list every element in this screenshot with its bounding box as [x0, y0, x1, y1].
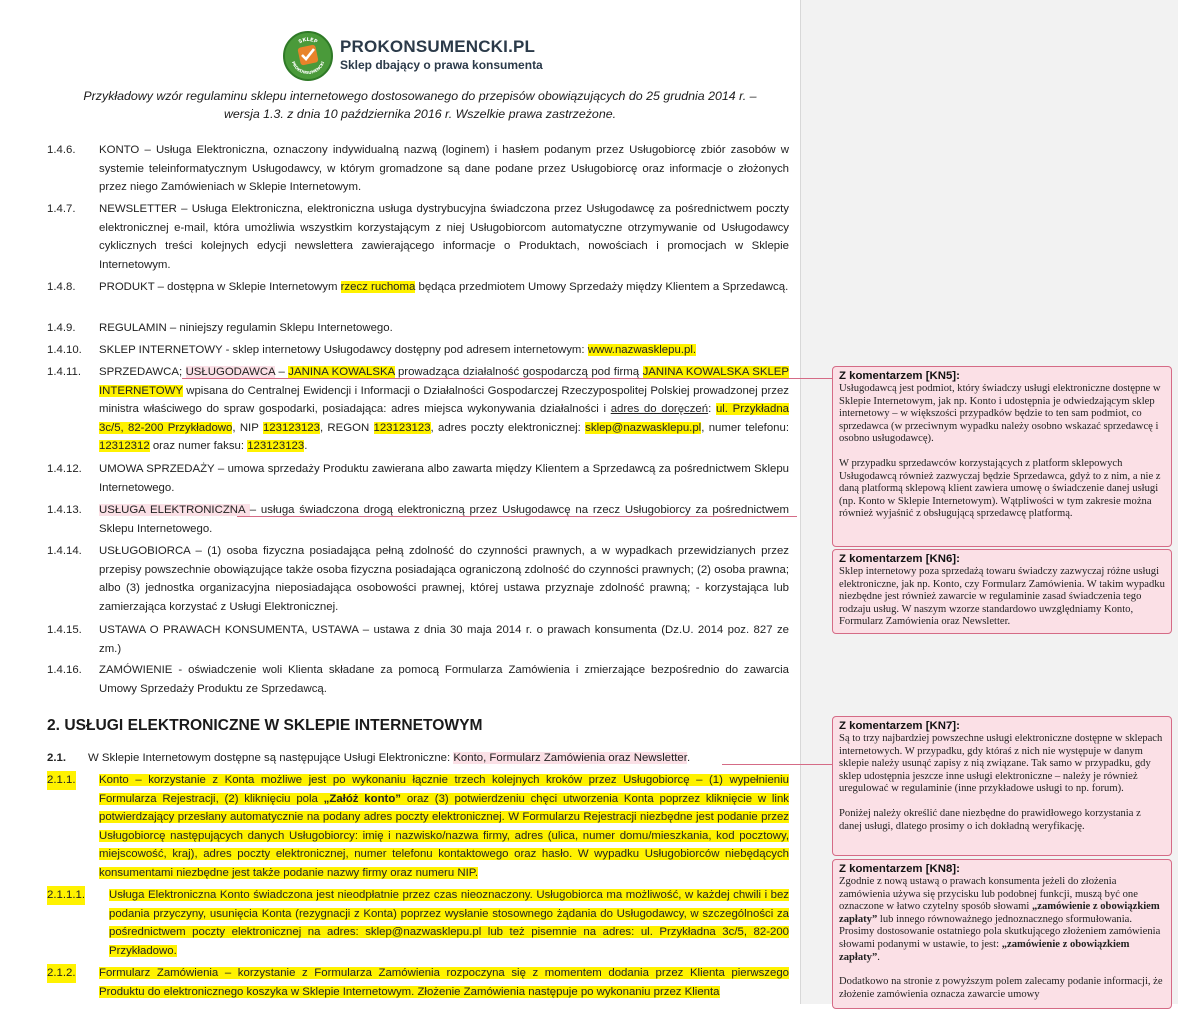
- definition-item: [47, 363, 789, 456]
- comment-text: Dodatkowo na stronie z powyższym polem zalecamy podanie informacji, że złożenie zamówienia oznacza zawarcie umowy: [839, 976, 1163, 1000]
- item-text: KONTO – Usługa Elektroniczna, oznaczony indywidualną nazwą (loginem) i hasłem podanym przez Usługobiorcę zbiór zasobów w systemie teleinformatycznym Usługodawcy, w którym gromadzone są dane podane przez Usługobiorcę oraz informacje o złożonych przez niego Zamówieniach w Sklepie Internetowym.: [99, 144, 789, 194]
- item-text: USŁUGA ELEKTRONICZNA – usługa świadczona drogą elektroniczną przez Usługodawcę na rzecz Usługobiorcy za pośrednictwem Sklepu Internetowego.: [99, 504, 789, 535]
- comment-connector: [182, 378, 832, 379]
- item-number: 1.4.12.: [47, 463, 82, 475]
- definition-item: [47, 200, 789, 274]
- section-2-1-1-1: [47, 886, 789, 960]
- logo: [283, 31, 583, 81]
- item-text: USTAWA O PRAWACH KONSUMENTA, USTAWA – ustawa z dnia 30 maja 2014 r. o prawach konsumenta (Dz.U. 2014 poz. 827 ze zm.): [99, 624, 789, 655]
- item-number: 2.1.: [47, 752, 66, 764]
- definition-item: [47, 460, 789, 497]
- email-link[interactable]: sklep@nazwasklepu.pl: [585, 421, 702, 434]
- header-line-2: wersja 1.3. z dnia 10 października 2016 r. Wszelkie prawa zastrzeżone.: [223, 107, 617, 121]
- definition-item: [47, 278, 789, 297]
- comment-connector: [722, 764, 832, 765]
- highlighted-text: 123123123: [262, 421, 320, 434]
- item-text: W Sklepie Internetowym dostępne są następujące Usługi Elektroniczne: Konto, Formularz Zamówienia oraz Newsletter.: [88, 752, 691, 764]
- item-text: Formularz Zamówienia – korzystanie z Formularza Zamówienia rozpoczyna się z momentem dodania przez Klienta pierwszego Produktu do elektronicznego koszyka w Sklepie Internetowym. Złożenie Zamówienia następuje po wykonaniu przez Klienta: [99, 967, 789, 998]
- item-text: Usługa Elektroniczna Konto świadczona jest nieodpłatnie przez czas nieoznaczony. Usługobiorca ma możliwość, w każdej chwili i bez podania przyczyny, usunięcia Konta (rezygnacji z Konta) poprzez wysłanie stosownego żądania do Usługodawcy, w szczególności za pośrednictwem poczty elektronicznej na adres: sklep@nazwasklepu.pl lub też pisemnie na adres: ul. Przykładna 3c/5, 82-200 Przykładowo.: [109, 889, 789, 957]
- highlighted-text: ul. Przykładna 3c/5, 82-200 Przykładowo: [99, 403, 789, 434]
- item-text: Konto – korzystanie z Konta możliwe jest po wykonaniu łącznie trzech kolejnych kroków przez Usługobiorcę – (1) wypełnieniu Formularza Rejestracji, (2) kliknięciu pola „Załóż konto” oraz (3) potwierdzeniu chęci utworzenia Konta poprzez kliknięcie w link potwierdzający przesłany automatycznie na podany adres poczty elektronicznej. W Formularzu Rejestracji niezbędne jest podanie przez Usługobiorcę następujących danych Usługobiorcy: imię i nazwisko/nazwa firmy, adres (ulica, numer domu/mieszkania, kod pocztowy, miejscowość, kraj), adres poczty elektronicznej, numer telefonu kontaktowego oraz hasło. W wypadku Usługobiorców niebędących konsumentami niezbędne jest także podanie nazwy firmy oraz numeru NIP.: [99, 774, 789, 879]
- comment-title: Z komentarzem [KN5]:: [839, 370, 960, 382]
- item-text: PRODUKT – dostępna w Sklepie Internetowym rzecz ruchoma będąca przedmiotem Umowy Sprzedaży między Klientem a Sprzedawcą.: [99, 281, 789, 293]
- definition-item: [47, 542, 789, 616]
- section-heading: 2. USŁUGI ELEKTRONICZNE W SKLEPIE INTERNETOWYM: [47, 717, 483, 734]
- logo-badge-icon: [283, 31, 333, 81]
- comment-text: Zgodnie z nową ustawą o prawach konsumenta jeżeli do złożenia zamówienia używa się przycisku lub podobnej funkcji, muszą być one oznaczone w łatwo czytelny sposób słowami „zamówienie z obowiązkiem zapłaty” lub innego równoważnego jednoznacznego sformułowania. Prosimy dostosowanie ostatniego pola skutkującego złożeniem zamówienia słowami podanymi w ustawie, to jest: „zamówienie z obowiązkiem zapłaty”.: [839, 876, 1161, 963]
- highlighted-text: 123123123: [247, 440, 305, 453]
- svg-text:PROKONSUMENCKI: PROKONSUMENCKI: [290, 60, 326, 76]
- definition-item: [47, 319, 789, 338]
- commented-text[interactable]: USŁUGODAWCA: [185, 366, 276, 378]
- item-number: 1.4.8.: [47, 281, 76, 293]
- definition-item: [47, 621, 789, 658]
- item-text: USŁUGOBIORCA – (1) osoba fizyczna posiadająca pełną zdolność do czynności prawnych, a w wypadkach przewidzianych przez przepisy powszechnie obowiązujące także osoba fizyczna posiadająca ograniczoną zdolność do czynności prawnych; (2) osoba prawna; albo (3) jednostka organizacyjna nieposiadająca osobowości prawnej, której ustawa przyznaje zdolność prawną; - korzystająca lub zamierzająca korzystać z Usługi Elektronicznej.: [99, 545, 789, 613]
- comment-title: Z komentarzem [KN8]:: [839, 863, 960, 875]
- header-line-1: Przykładowy wzór regulaminu sklepu internetowego dostosowanego do przepisów obowiązujących do 25 grudnia 2014 r. –: [83, 89, 757, 103]
- item-number: 1.4.14.: [47, 545, 82, 557]
- item-number: 2.1.1.: [47, 771, 76, 790]
- highlighted-text: JANINA KOWALSKA SKLEP INTERNETOWY: [99, 366, 789, 397]
- item-number: 1.4.16.: [47, 664, 82, 676]
- item-text: REGULAMIN – niniejszy regulamin Sklepu Internetowego.: [99, 322, 393, 334]
- comment-text: Usługodawcą jest podmiot, który świadczy usługi elektroniczne dostępne w Sklepie Internetowym, jak np. Konto i udostępnia je odwiedzającym sklep internetowy – w większości przypadków będzie to ten sam podmiot, co sprzedawca (w przeciwnym wypadku należy osobno wskazać sprzedawcę i osobno usługodawcę).: [839, 383, 1161, 445]
- item-text: SKLEP INTERNETOWY - sklep internetowy Usługodawcy dostępny pod adresem internetowym: www.nazwasklepu.pl.: [99, 344, 697, 356]
- item-text: SPRZEDAWCA; USŁUGODAWCA – JANINA KOWALSKA prowadząca działalność gospodarczą pod firmą JANINA KOWALSKA SKLEP INTERNETOWY wpisana do Centralnej Ewidencji i Informacji o Działalności Gospodarczej Rzeczypospolitej Polskiej prowadzonej przez ministra właściwego do spraw gospodarki, posiadająca: adres miejsca wykonywania działalności i adres do doręczeń: ul. Przykładna 3c/5, 82-200 Przykładowo, NIP 123123123, REGON 123123123, adres poczty elektronicznej: sklep@nazwasklepu.pl, numer telefonu: 12312312 oraz numer faksu: 123123123.: [99, 366, 789, 453]
- definition-item: [47, 141, 789, 197]
- item-number: 1.4.6.: [47, 144, 76, 156]
- item-number: 2.1.2.: [47, 964, 76, 983]
- item-number: 2.1.1.1.: [47, 886, 85, 905]
- highlighted-text: 123123123: [373, 421, 431, 434]
- comment-title: Z komentarzem [KN6]:: [839, 553, 960, 565]
- comment-text: Poniżej należy określić dane niezbędne do prawidłowego korzystania z danej usługi, dlatego prosimy o ich dokładną weryfikację.: [839, 807, 1141, 832]
- item-number: 1.4.9.: [47, 322, 76, 334]
- highlighted-text: JANINA KOWALSKA: [288, 366, 395, 378]
- item-text: ZAMÓWIENIE - oświadczenie woli Klienta składane za pomocą Formularza Zamówienia i zmierzające bezpośrednio do zawarcia Umowy Sprzedaży Produktu ze Sprzedawcą.: [99, 664, 789, 695]
- section-2-1-1: [47, 771, 789, 883]
- item-number: 1.4.15.: [47, 624, 82, 636]
- comment-text: Sklep internetowy poza sprzedażą towaru świadczy zazwyczaj różne usługi elektroniczne, jak np. Konto, czy Formularz Zamówienia. W takim wypadku niezbędne jest również zawarcie w regulaminie zasad świadczenia tego rodzaju usług. W naszym wzorze standardowo uwzględniamy Konto, Formularz Zamówienia oraz Newsletter.: [839, 566, 1165, 628]
- item-number: 1.4.11.: [47, 366, 81, 378]
- svg-text:SKLEP: SKLEP: [297, 36, 319, 46]
- shop-url[interactable]: www.nazwasklepu.pl.: [587, 344, 697, 356]
- comment-connector: [237, 516, 797, 517]
- comment-title: Z komentarzem [KN7]:: [839, 720, 960, 732]
- document-header: [40, 87, 800, 123]
- item-number: 1.4.10.: [47, 344, 82, 356]
- logo-subtitle: Sklep dbający o prawa konsumenta: [340, 58, 543, 72]
- comment-kn6[interactable]: [832, 549, 1172, 634]
- definition-item: [47, 661, 789, 698]
- logo-title: PROKONSUMENCKI.PL: [340, 37, 536, 56]
- item-number: 1.4.7.: [47, 203, 76, 215]
- definition-item: [47, 501, 789, 538]
- item-text: UMOWA SPRZEDAŻY – umowa sprzedaży Produktu zawierana albo zawarta między Klientem a Sprzedawcą za pośrednictwem Sklepu Internetowego.: [99, 463, 789, 494]
- comment-kn5[interactable]: [832, 366, 1172, 547]
- highlighted-text: rzecz ruchoma: [340, 281, 416, 293]
- comment-text: W przypadku sprzedawców korzystających z platform sklepowych Usługodawcą również zazwyczaj będzie Sprzedawca, gdyż to z nim, a nie z daną platformą sklepową klient zawiera umowę o świadczenie danej usługi (np. Konto w Sklepie Internetowym). Wątpliwości w tym zakresie można również wyjaśnić z obsługującą sprzedawcę platformą.: [839, 457, 1161, 520]
- comment-kn7[interactable]: [832, 716, 1172, 856]
- comment-kn8[interactable]: [832, 859, 1172, 1009]
- commented-text[interactable]: Konto, Formularz Zamówienia oraz Newsletter: [453, 752, 687, 764]
- commented-text[interactable]: USŁUGA ELEKTRONICZNA: [99, 504, 250, 516]
- definition-item: [47, 341, 789, 360]
- highlighted-text: 12312312: [99, 440, 150, 453]
- section-2-1-2: [47, 964, 789, 1001]
- section-2-1: [47, 749, 789, 768]
- comment-text: Są to trzy najbardziej powszechne usługi elektroniczne dostępne w sklepach internetowych. W przypadku, gdy któraś z nich nie występuje w danym sklepie należy usunąć zapisy z nią związane. Tak samo w przypadku, gdy sklep udostępnia jeszcze inne usługi elektroniczne – należy je również uregulować w regulaminie (inne przykładowe usługi to np. forum).: [839, 733, 1163, 795]
- item-number: 1.4.13.: [47, 504, 82, 516]
- item-text: NEWSLETTER – Usługa Elektroniczna, elektroniczna usługa dystrybucyjna świadczona przez Usługodawcę za pośrednictwem poczty elektronicznej e-mail, która umożliwia wszystkim korzystającym z niej Usługobiorcom automatyczne otrzymywanie od Usługodawcy cyklicznych treści kolejnych edycji newslettera zawierającego informacje o Produktach, nowościach i promocjach w Sklepie Internetowym.: [99, 203, 789, 271]
